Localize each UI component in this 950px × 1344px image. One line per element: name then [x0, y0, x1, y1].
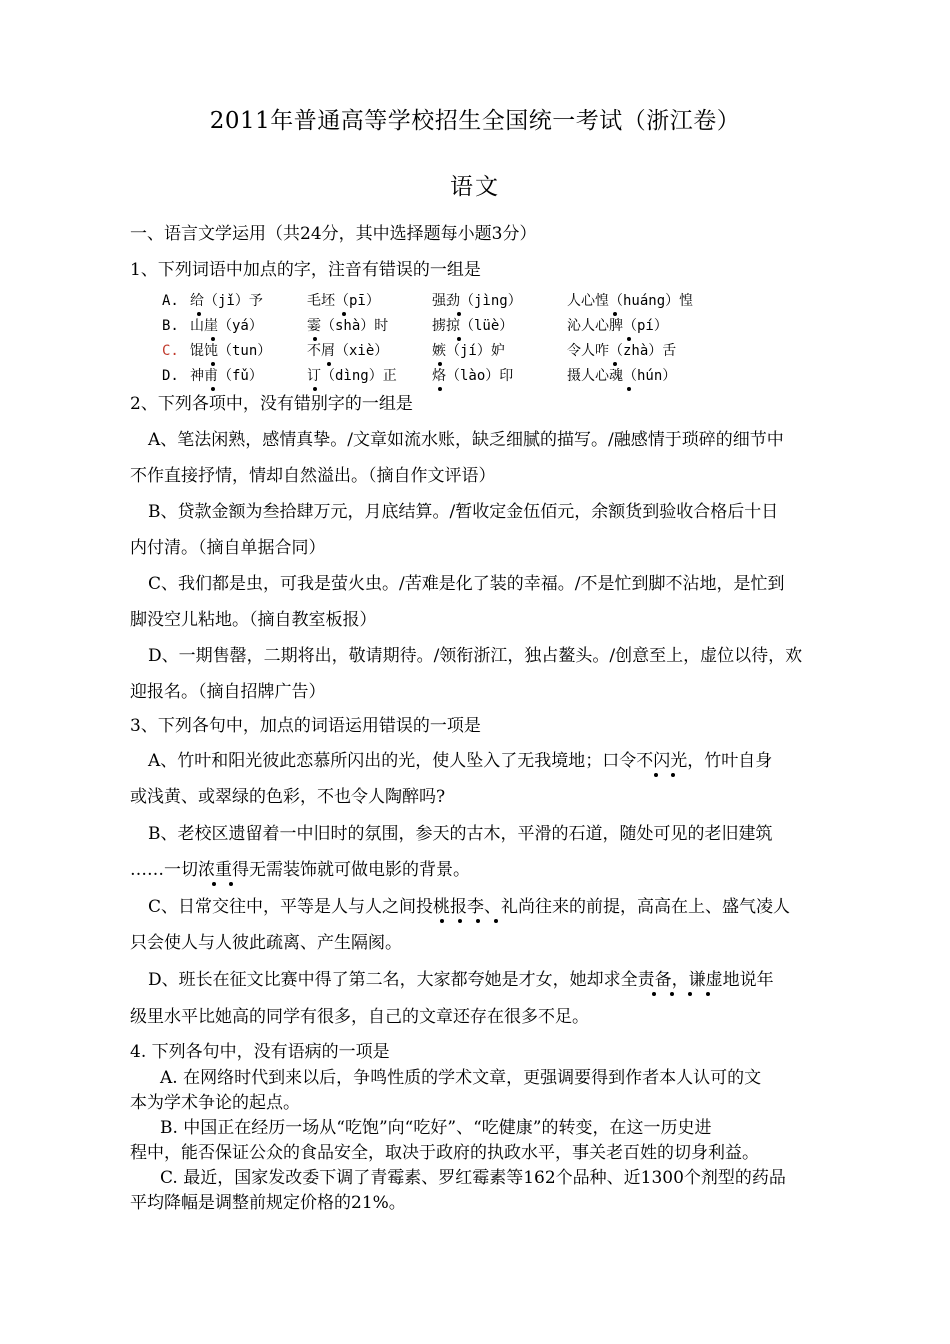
- emphasis-dot: [211, 387, 215, 391]
- q3-line: 只会使人与人彼此疏离、产生隔阂。: [130, 933, 402, 953]
- option-item: 嫉（jí）妒: [432, 343, 505, 359]
- q2-line: A、笔法闲熟，感情真挚。/文章如流水账，缺乏细腻的描写。/融感情于琐碎的细节中: [148, 430, 784, 450]
- page-title: 2011年普通高等学校招生全国统一考试（浙江卷）: [209, 108, 741, 134]
- emphasis-dot: [313, 337, 317, 341]
- option-item: 烙（lào）印: [432, 368, 514, 384]
- emphasis-dot: [197, 312, 201, 316]
- option-label: D.: [162, 368, 179, 384]
- option-item: 霎（shà）时: [307, 318, 389, 334]
- emphasis-dot: [613, 312, 617, 316]
- emphasis-dot: [654, 773, 658, 777]
- emphasis-dot: [627, 337, 631, 341]
- q4-line: C. 最近，国家发改委下调了青霉素、罗红霉素等162个品种、近1300个剂型的药品: [160, 1168, 786, 1188]
- option-item: 毛坯（pī）: [307, 293, 380, 309]
- option-item: 令人咋（zhà）舌: [567, 343, 677, 359]
- emphasis-dot: [438, 362, 442, 366]
- question-4-stem: 4. 下列各句中，没有语病的一项是: [130, 1042, 390, 1062]
- emphasis-dot: [327, 362, 331, 366]
- q2-line: B、贷款金额为叁拾肆万元，月底结算。/暂收定金伍佰元，余额货到验收合格后十日: [148, 502, 779, 522]
- emphasis-dot: [313, 387, 317, 391]
- option-item: 沁人心脾（pí）: [567, 318, 668, 334]
- emphasis-dot: [652, 992, 656, 996]
- emphasis-dot: [457, 312, 461, 316]
- emphasis-dot: [438, 387, 442, 391]
- option-label: A.: [162, 293, 179, 309]
- q1-option-c: [162, 341, 762, 361]
- emphasis-dot: [671, 773, 675, 777]
- q1-option-d: [162, 366, 762, 386]
- q3-line: ……一切浓重得无需装饰就可做电影的背景。: [130, 860, 470, 880]
- q3-line: B、老校区遗留着一中旧时的氛围，参天的古木，平滑的石道，随处可见的老旧建筑: [148, 824, 773, 844]
- option-item: 馄饨（tun）: [190, 343, 272, 359]
- question-3-stem: 3、下列各句中，加点的词语运用错误的一项是: [130, 716, 481, 736]
- emphasis-dot: [342, 312, 346, 316]
- q2-line: 迎报名。（摘自招牌广告）: [130, 682, 326, 702]
- q4-line: 程中，能否保证公众的食品安全，取决于政府的执政水平，事关老百姓的切身利益。: [130, 1143, 759, 1163]
- option-item: 订（dìng）正: [307, 368, 397, 384]
- question-2-stem: 2、下列各项中，没有错别字的一组是: [130, 394, 413, 414]
- emphasis-dot: [458, 919, 462, 923]
- emphasis-dot: [212, 882, 216, 886]
- option-item: 摄人心魂（hún）: [567, 368, 677, 384]
- section-heading: 一、语言文学运用（共24分，其中选择题每小题3分）: [130, 224, 537, 244]
- emphasis-dot: [670, 992, 674, 996]
- option-item: 不屑（xiè）: [307, 343, 389, 359]
- q4-line: B. 中国正在经历一场从“吃饱”向“吃好”、“吃健康”的转变，在这一历史进: [160, 1118, 712, 1138]
- q3-line: 级里水平比她高的同学有很多，自己的文章还存在很多不足。: [130, 1007, 589, 1027]
- option-item: 掳掠（lüè）: [432, 318, 514, 334]
- emphasis-dot: [706, 992, 710, 996]
- q3-line: D、班长在征文比赛中得了第二名，大家都夸她是才女，她却求全责备，谦虚地说年: [148, 970, 774, 990]
- q2-line: 内付清。（摘自单据合同）: [130, 538, 326, 558]
- q3-line: 或浅黄、或翠绿的色彩，不也令人陶醉吗?: [130, 787, 446, 807]
- emphasis-dot: [211, 337, 215, 341]
- q1-option-b: [162, 316, 762, 336]
- emphasis-dot: [440, 919, 444, 923]
- q4-line: 平均降幅是调整前规定价格的21%。: [130, 1193, 406, 1213]
- q2-line: C、我们都是虫，可我是萤火虫。/苦难是化了装的幸福。/不是忙到脚不沾地，是忙到: [148, 574, 785, 594]
- q3-line: C、日常交往中，平等是人与人之间投桃报李、礼尚往来的前提，高高在上、盛气凌人: [148, 897, 791, 917]
- emphasis-dot: [613, 362, 617, 366]
- q2-line: 不作直接抒情，情却自然溢出。（摘自作文评语）: [130, 466, 496, 486]
- q2-line: 脚没空儿粘地。（摘自教室板报）: [130, 610, 377, 630]
- option-item: 人心惶（huáng）惶: [567, 293, 694, 309]
- option-item: 给（jǐ）予: [190, 293, 263, 309]
- option-label-answer: C.: [162, 343, 179, 359]
- question-1-stem: 1、下列词语中加点的字，注音有错误的一组是: [130, 260, 481, 280]
- emphasis-dot: [627, 387, 631, 391]
- emphasis-dot: [211, 362, 215, 366]
- emphasis-dot: [457, 337, 461, 341]
- q2-line: D、一期售罄，二期将出，敬请期待。/领衔浙江，独占鳌头。/创意至上，虚位以待，欢: [148, 646, 803, 666]
- emphasis-dot: [476, 919, 480, 923]
- q3-line: A、竹叶和阳光彼此恋慕所闪出的光，使人坠入了无我境地；口令不闪光，竹叶自身: [148, 751, 773, 771]
- emphasis-dot: [688, 992, 692, 996]
- option-item: 强劲（jìng）: [432, 293, 522, 309]
- emphasis-dot: [229, 882, 233, 886]
- emphasis-dot: [494, 919, 498, 923]
- option-label: B.: [162, 318, 179, 334]
- q4-line: 本为学术争论的起点。: [130, 1093, 300, 1113]
- subject-title: 语文: [450, 174, 500, 200]
- option-item: 神甫（fǔ）: [190, 368, 263, 384]
- q4-line: A. 在网络时代到来以后，争鸣性质的学术文章，更强调要得到作者本人认可的文: [160, 1068, 762, 1088]
- q1-option-a: [162, 291, 762, 311]
- option-item: 山崖（yá）: [190, 318, 263, 334]
